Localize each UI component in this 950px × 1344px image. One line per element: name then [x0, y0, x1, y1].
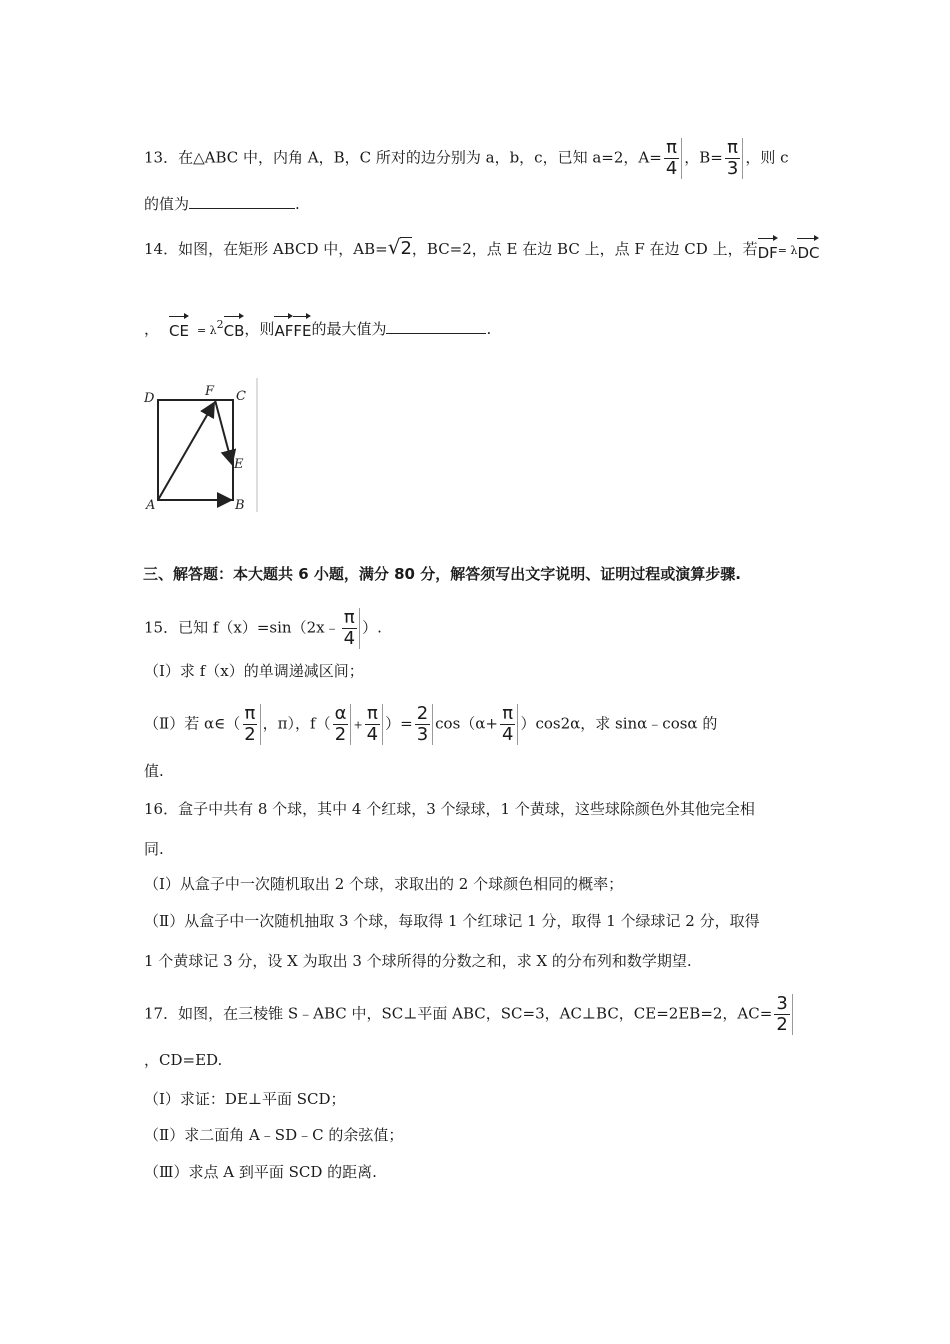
frac-num: π [727, 137, 738, 158]
q15-text-c: （Ⅱ）若 α∈（ [144, 714, 241, 733]
q14-line2 [144, 314, 491, 342]
q14-text-a: 14．如图，在矩形 ABCD 中，AB= [144, 240, 388, 258]
sqrt-symbol: √2 [387, 235, 412, 259]
frac-den: 3 [416, 724, 429, 745]
q17-line1 [144, 994, 795, 1035]
q15-part2-line2: 值. [144, 762, 164, 780]
q17-text-a: 17．如图，在三棱锥 S﹣ABC 中，SC⊥平面 ABC，SC=3，AC⊥BC，CE=2EB=2，AC= [144, 1004, 773, 1023]
superscript-2: 2 [216, 318, 224, 331]
q17-line2: ，CD=ED. [144, 1051, 223, 1069]
answer-blank [189, 192, 295, 209]
q16-line1: 16．盒子中共有 8 个球，其中 4 个红球，3 个绿球，1 个黄球，这些球除颜色外其他完全相 [144, 800, 755, 818]
frac-num: α [334, 703, 347, 724]
fraction-alpha-over-2 [333, 704, 352, 745]
q13-text-e: . [295, 195, 300, 213]
frac-num: π [502, 703, 514, 724]
q17-part3: （Ⅲ）求点 A 到平面 SCD 的距离. [144, 1163, 377, 1181]
q17-part1: （Ⅰ）求证：DE⊥平面 SCD； [144, 1090, 346, 1108]
frac-num: π [244, 703, 256, 724]
q15-text-g: ）cos2α，求 sinα﹣cosα 的 [520, 714, 718, 733]
rectangle-figure [140, 378, 262, 512]
frac-den: 3 [726, 158, 739, 179]
q16-part1: （Ⅰ）从盒子中一次随机取出 2 个球，求取出的 2 个球颜色相同的概率； [144, 875, 624, 893]
q14-text-e: 的最大值为 [311, 320, 387, 338]
q13-line2 [144, 192, 300, 215]
sqrt-radicand: 2 [400, 238, 412, 259]
vector-df: DF [758, 236, 778, 264]
q16-line2: 同. [144, 840, 164, 858]
q14-text-b: ，BC=2，点 E 在边 BC 上，点 F 在边 CD 上，若 [411, 240, 758, 258]
fraction-pi-over-4 [500, 704, 518, 745]
q15-part2 [144, 704, 717, 745]
frac-den: 4 [665, 158, 678, 179]
q14-eq-lambda: = λ [777, 244, 798, 257]
q16-part2: （Ⅱ）从盒子中一次随机抽取 3 个球，每取得 1 个红球记 1 分，取得 1 个绿球记 2 分，取得 [144, 912, 760, 930]
frac-num: 2 [416, 703, 429, 724]
frac-den: 2 [334, 724, 347, 745]
q14-text-d: ，则 [244, 320, 275, 338]
fraction-2-over-3 [415, 704, 433, 745]
fraction-pi-over-4 [664, 138, 682, 179]
q15-line1 [144, 608, 382, 649]
q15-text-a: 15．已知 f（x）=sin（2x﹣ [144, 618, 340, 637]
fraction-pi-over-3 [725, 138, 743, 179]
vector-fe: FE [293, 314, 311, 342]
q15-text-b: ）. [362, 618, 382, 637]
answer-blank [386, 317, 486, 334]
frac-num: π [666, 137, 677, 158]
label-f: F [205, 384, 215, 399]
frac-den: 2 [776, 1014, 788, 1035]
frac-den: 4 [343, 628, 356, 649]
section-heading: 三、解答题：本大题共 6 小题，满分 80 分，解答须写出文字说明、证明过程或演算步骤. [143, 565, 741, 583]
frac-den: 4 [501, 724, 514, 745]
q15-text-e: ）= [385, 714, 413, 733]
q15-part1: （Ⅰ）求 f（x）的单调递减区间； [144, 662, 364, 680]
frac-den: 2 [244, 724, 256, 745]
vector-af: AF [274, 314, 293, 342]
q17-part2: （Ⅱ）求二面角 A﹣SD﹣C 的余弦值； [144, 1126, 404, 1144]
q14-line1 [144, 236, 819, 264]
q13-line1 [144, 138, 788, 179]
frac-num: 3 [776, 993, 788, 1014]
vector-ce: CE [169, 314, 189, 342]
plus-sign: + [353, 718, 363, 732]
q13-text-a: 13．在△ABC 中，内角 A，B，C 所对的边分别为 a，b，c，已知 a=2，A= [144, 148, 662, 167]
vector-dc: DC [797, 236, 819, 264]
q13-text-d: 的值为 [144, 195, 190, 213]
q13-text-c: ，则 c [745, 148, 789, 167]
q14-text-f: . [486, 320, 492, 338]
vector-af-arrow [158, 403, 214, 500]
q15-text-f: cos（α+ [435, 714, 498, 733]
vector-fe-arrow [215, 400, 232, 464]
frac-num: π [366, 703, 378, 724]
q14-eq-lambda2: = λ [196, 324, 217, 337]
vector-cb: CB [224, 314, 245, 342]
q16-part2-line2: 1 个黄球记 3 分，设 X 为取出 3 个球所得的分数之和，求 X 的分布列和数学期望. [144, 952, 692, 970]
label-e: E [234, 457, 244, 472]
frac-num: π [343, 607, 355, 628]
fraction-3-over-2 [774, 994, 792, 1035]
label-c: C [236, 389, 246, 404]
rectangle-abcd [158, 400, 233, 500]
q14-text-c: ， [144, 320, 160, 338]
fraction-pi-over-4 [365, 704, 383, 745]
label-d: D [144, 391, 155, 406]
label-b: B [235, 498, 245, 512]
fraction-pi-over-4 [342, 608, 360, 649]
frac-den: 4 [366, 724, 379, 745]
fraction-pi-over-2 [242, 704, 260, 745]
q13-text-b: ，B= [684, 148, 723, 167]
q15-text-d: ，π），f（ [262, 714, 331, 733]
label-a: A [146, 498, 156, 512]
